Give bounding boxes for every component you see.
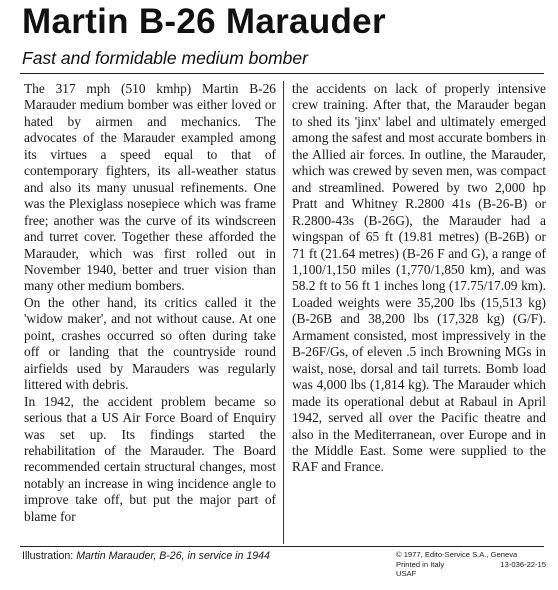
illustration-label: Illustration:	[22, 550, 74, 562]
copyright-text: © 1977, Edito-Service S.A., Geneva	[396, 550, 518, 559]
body-paragraph: The 317 mph (510 kmhp) Martin B-26 Marauder medium bomber was either loved or hated by airmen and mechanics. The advocates of the Marauder exampled among its virtues a speed equal to that of contemporary fighters, its all-weather status and also its many unusual refinements. One was the Plexiglass nosepiece which was frame free; another was the curve of its windscreen and turret cover. Together these afforded the Marauder, which was first rolled out in November 1940, better and truer vision than many other medium bombers.	[24, 81, 276, 294]
illustration-credit	[22, 550, 270, 562]
right-column	[292, 81, 546, 476]
card-subtitle: Fast and formidable medium bomber	[22, 48, 308, 68]
column-divider	[283, 81, 284, 544]
card-code: 13-036-22-15	[500, 559, 546, 569]
body-paragraph: On the other hand, its critics called it the 'widow maker', and not without cause. At one point, crashes occurred so often during take off or landing that the countryside round airfields used by Marauders was regularly littered with debris.	[24, 294, 276, 393]
body-paragraph: In 1942, the accident problem became so serious that a US Air Force Board of Enquiry was set up. Its findings started the rehabilitation of the Marauder. The Board recommended certain structural changes, most notably an increase in wing incidence angle to improve take off, but put the major part of blame for	[24, 393, 276, 524]
category-label: USAF	[396, 569, 417, 579]
footer-divider	[20, 546, 544, 547]
illustration-caption: Martin Marauder, B-26, in service in 1944	[76, 550, 270, 562]
header-divider	[20, 73, 544, 74]
left-column	[24, 81, 276, 525]
body-paragraph: the accidents on lack of properly intensive crew training. After that, the Marauder began to shed its 'jinx' label and ultimately emerged among the safest and most accurate bombers in the Allied air forces. In outline, the Marauder, which was crewed by seven men, was compact and streamlined. Powered by two 2,000 hp Pratt and Whitney R.2800 41s (B-26-B) or R.2800-43s (B-26G), the Marauder had a wingspan of 65 ft (19.81 metres) (B-26B) or 71 ft (21.64 metres) (B-26 F and G), a range of 1,100/1,150 miles (1,770/1,850 km), and was 58.2 ft to 56 ft 1 inches long (17.75/17.09 km). Loaded weights were 35,200 lbs (15,513 kg) (B-26B and 38,200 lbs (17,328 kg) (G/F). Armament consisted, most impressively in the B-26F/Gs, of eleven .5 inch Browning MGs in waist, nose, dorsal and tail turrets. Bomb load was 4,000 lbs (1,814 kg). The Marauder which made its operational debut at Rabaul in April 1942, served all over the Pacific theatre and also in the Mediterranean, over Europe and in the Middle East. Some were supplied to the RAF and France.	[292, 81, 546, 475]
printed-in-text: Printed in Italy	[396, 559, 445, 569]
card-title: Martin B-26 Marauder	[22, 2, 386, 41]
publisher-info	[396, 550, 546, 579]
